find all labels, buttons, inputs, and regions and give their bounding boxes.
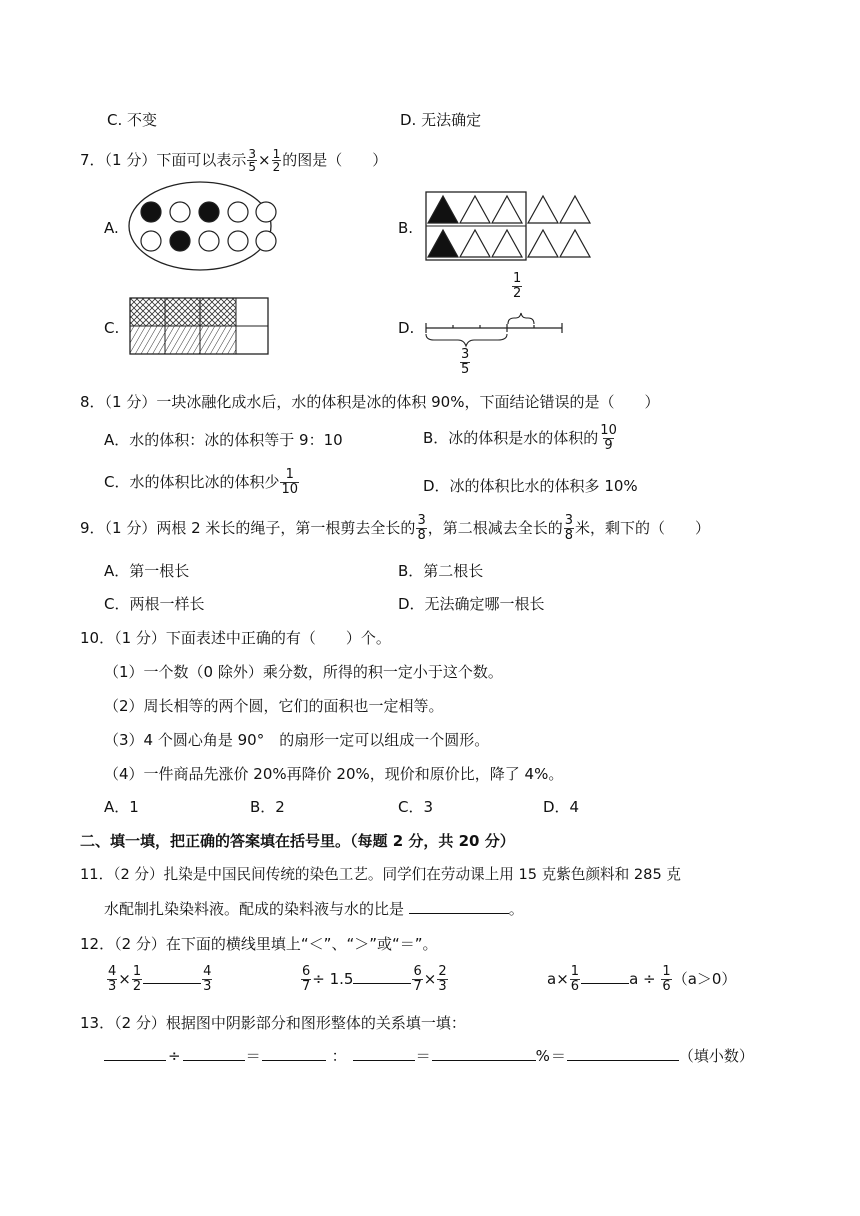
q9-option-a: A．第一根长 bbox=[104, 562, 190, 580]
q10-statement-4: （4）一件商品先涨价 20%再降价 20%，现价和原价比，降了 4%。 bbox=[104, 765, 564, 783]
q9-option-c: C．两根一样长 bbox=[104, 595, 205, 613]
q6-option-d: D. 无法确定 bbox=[400, 111, 482, 129]
q7-option-a-label: A. bbox=[104, 219, 119, 237]
q11-line-2: 水配制扎染染料液。配成的染料液与水的比是 。 bbox=[104, 900, 524, 918]
q13-blank-5[interactable] bbox=[432, 1046, 536, 1061]
q7-stem: 7．（1 分）下面可以表示 $\frac{3}{5}$ × $\frac{1}{2}$ 的图是（ ） bbox=[80, 147, 388, 174]
q8-option-b: B．冰的体积是水的体积的 $\frac{10}{9}$ bbox=[423, 423, 617, 453]
q10-option-d: D．4 bbox=[543, 798, 580, 816]
q12-expression-3: a× $\frac{1}{6}$ a ÷ $\frac{1}{6}$ （a＞0） bbox=[547, 964, 737, 994]
q8-stem: 8．（1 分）一块冰融化成水后，水的体积是冰的体积 90%，下面结论错误的是（ ） bbox=[80, 393, 660, 411]
q7-frac-2: $\frac{1}{2}$ bbox=[272, 147, 281, 174]
q10-statement-3: （3）4 个圆心角是 90° 的扇形一定可以组成一个圆形。 bbox=[104, 731, 490, 749]
q7-option-a-figure bbox=[126, 180, 286, 272]
q12-stem: 12．（2 分）在下面的横线里填上“＜”、“＞”或“＝”。 bbox=[80, 935, 438, 953]
q13-blank-3[interactable] bbox=[262, 1046, 326, 1061]
q13-blank-2[interactable] bbox=[183, 1046, 245, 1061]
section-2-heading: 二、填一填，把正确的答案填在括号里。（每题 2 分，共 20 分） bbox=[80, 832, 515, 850]
q13-blank-4[interactable] bbox=[353, 1046, 415, 1061]
q7-option-b-label: B. bbox=[398, 219, 414, 237]
q8-option-a: A．水的体积：冰的体积等于 9：10 bbox=[104, 431, 343, 449]
q7-frac-1: $\frac{3}{5}$ bbox=[248, 147, 256, 174]
q10-option-b: B．2 bbox=[250, 798, 285, 816]
q12-blank-2[interactable] bbox=[353, 969, 411, 984]
q12-blank-3[interactable] bbox=[581, 969, 629, 984]
q7-option-b-figure bbox=[424, 190, 594, 262]
q10-option-c: C．3 bbox=[398, 798, 434, 816]
q7-option-c-figure bbox=[128, 296, 272, 358]
q8-option-c: C．水的体积比冰的体积少 $\frac{1}{10}$ bbox=[104, 467, 299, 497]
q7-option-d-label: D. bbox=[398, 319, 415, 337]
q12-blank-1[interactable] bbox=[143, 969, 201, 984]
q10-statement-2: （2）周长相等的两个圆，它们的面积也一定相等。 bbox=[104, 697, 444, 715]
q10-stem: 10．（1 分）下面表述中正确的有（ ）个。 bbox=[80, 629, 391, 647]
q13-blank-1[interactable] bbox=[104, 1046, 166, 1061]
q12-expression-2: $\frac{6}{7}$ ÷ 1.5 $\frac{6}{7}$ × $\frac{2}{3}$ bbox=[302, 964, 447, 994]
q6-option-c: C. 不变 bbox=[107, 111, 158, 129]
q9-option-b: B．第二根长 bbox=[398, 562, 484, 580]
q10-statement-1: （1）一个数（0 除外）乘分数，所得的积一定小于这个数。 bbox=[104, 663, 503, 681]
q7-option-d-figure bbox=[424, 310, 566, 358]
q12-expression-1: $\frac{4}{3}$ × $\frac{1}{2}$ $\frac{4}{3}$ bbox=[108, 964, 212, 994]
q8-option-d: D．冰的体积比水的体积多 10% bbox=[423, 477, 638, 495]
q10-option-a: A．1 bbox=[104, 798, 139, 816]
q11-answer-blank[interactable] bbox=[409, 899, 509, 914]
q13-blank-6[interactable] bbox=[567, 1046, 679, 1061]
q13-answer-row: ÷ ＝ ： ＝ %＝ （填小数） bbox=[104, 1046, 754, 1066]
q9-option-d: D．无法确定哪一根长 bbox=[398, 595, 545, 613]
q13-stem: 13．（2 分）根据图中阴影部分和图形整体的关系填一填： bbox=[80, 1014, 466, 1032]
q7-option-c-label: C. bbox=[104, 319, 120, 337]
q7-d-bottom-fraction: $\frac{3}{5}$ bbox=[461, 347, 470, 377]
q9-stem: 9．（1 分）两根 2 米长的绳子，第一根剪去全长的 $\frac{3}{8}$ ，第二根减去全长的 $\frac{3}{8}$ 米，剩下的（ ） bbox=[80, 513, 711, 543]
q11-line-1: 11．（2 分）扎染是中国民间传统的染色工艺。同学们在劳动课上用 15 克紫色颜料和 285 克 bbox=[80, 866, 681, 883]
q7-d-top-fraction: $\frac{1}{2}$ bbox=[513, 271, 522, 301]
